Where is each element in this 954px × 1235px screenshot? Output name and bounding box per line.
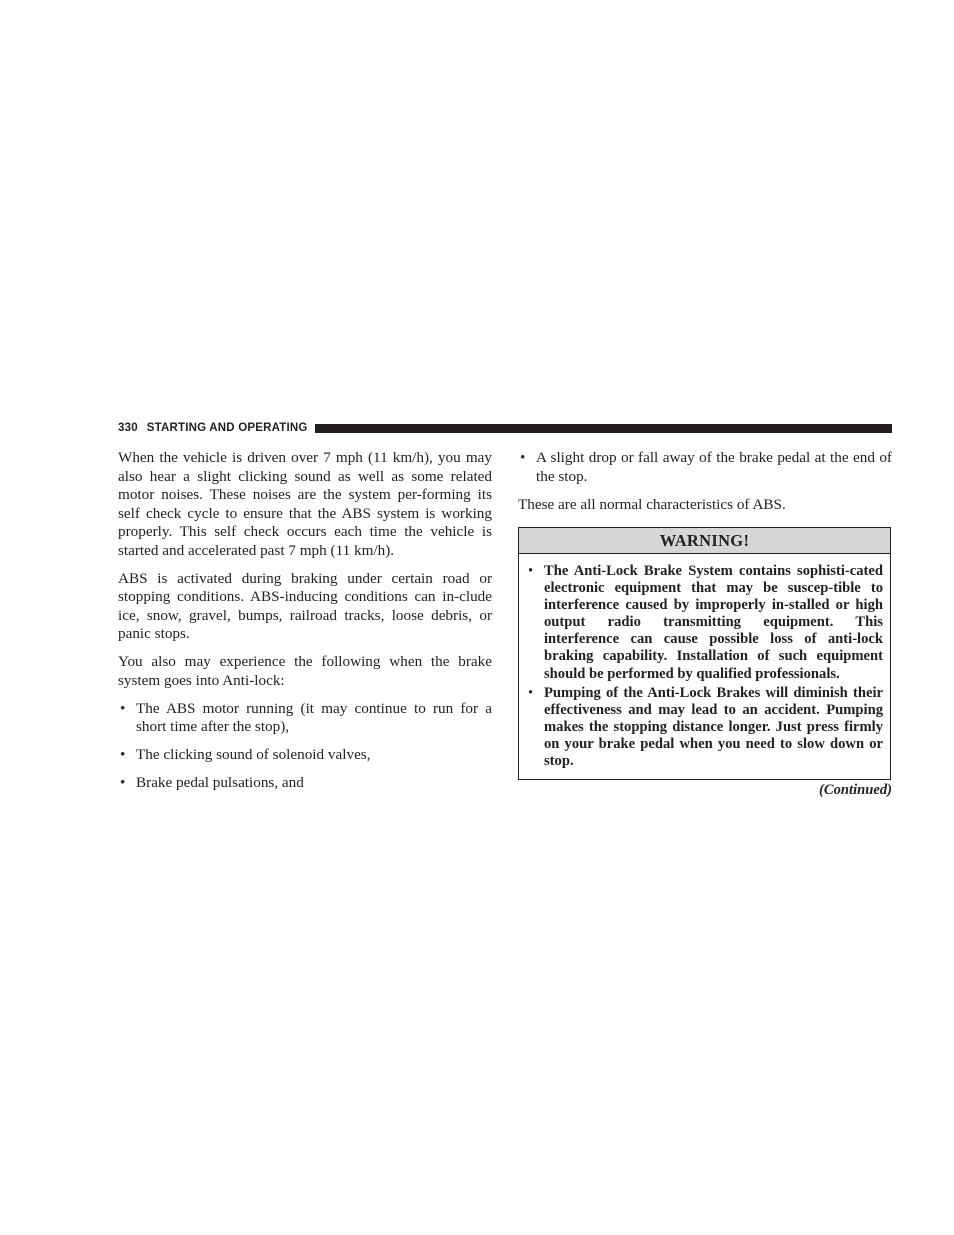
left-column <box>118 449 492 802</box>
continued-note: (Continued) <box>819 782 892 799</box>
warning-list <box>526 563 883 770</box>
warning-item <box>526 685 883 770</box>
right-column <box>518 449 892 799</box>
bullet-icon: • <box>520 449 526 466</box>
list-item <box>118 774 492 793</box>
paragraph: These are all normal characteristics of ABS. <box>518 495 786 513</box>
list-item-text: The ABS motor running (it may continue to run for a short time after the stop), <box>136 699 492 735</box>
list-item <box>118 746 492 765</box>
bullet-list <box>518 449 892 486</box>
page-number: 330 <box>118 422 138 434</box>
warning-item-text: Pumping of the Anti-Lock Brakes will diminish their effectiveness and may lead to an accident. Pumping makes the stopping distance longer. Just press firmly on your brake pedal when you need to slow down or stop. <box>544 684 883 770</box>
list-item <box>118 700 492 737</box>
warning-body <box>519 554 890 779</box>
bullet-icon: • <box>120 699 126 717</box>
warning-item <box>526 563 883 683</box>
list-item-text: A slight drop or fall away of the brake pedal at the end of the stop. <box>536 449 892 485</box>
bullet-icon: • <box>528 563 534 579</box>
page-header <box>118 419 892 437</box>
warning-title: WARNING! <box>519 528 890 554</box>
list-item-text: The clicking sound of solenoid valves, <box>136 746 371 763</box>
warning-box <box>518 527 891 780</box>
section-title: STARTING AND OPERATING <box>146 422 308 434</box>
bullet-icon: • <box>120 746 126 763</box>
list-item <box>518 449 892 486</box>
paragraph: You also may experience the following when the brake system goes into Anti-lock: <box>118 653 492 689</box>
bullet-icon: • <box>120 774 126 791</box>
bullet-list <box>118 700 492 793</box>
paragraph: When the vehicle is driven over 7 mph (11 km/h), you may also hear a slight clicking sound as well as some related motor noises. These noises are the system per-forming its self check cycle to ensure that the ABS system is working properly. This self check occurs each time the vehicle is started and accelerated past 7 mph (11 km/h). <box>118 449 492 559</box>
paragraph: ABS is activated during braking under certain road or stopping conditions. ABS-inducing conditions can in-clude ice, snow, gravel, bumps, railroad tracks, loose debris, or panic stops. <box>118 569 492 642</box>
warning-item-text: The Anti-Lock Brake System contains sophisti-cated electronic equipment that may be suscep-tible to interference caused by improperly in-stalled or high output radio transmitting equipment. This interference can cause possible loss of anti-lock braking capability. Installation of such equipment should be performed by qualified professionals. <box>544 563 883 682</box>
list-item-text: Brake pedal pulsations, and <box>136 774 304 791</box>
bullet-icon: • <box>528 684 534 701</box>
header-rule <box>315 424 892 433</box>
